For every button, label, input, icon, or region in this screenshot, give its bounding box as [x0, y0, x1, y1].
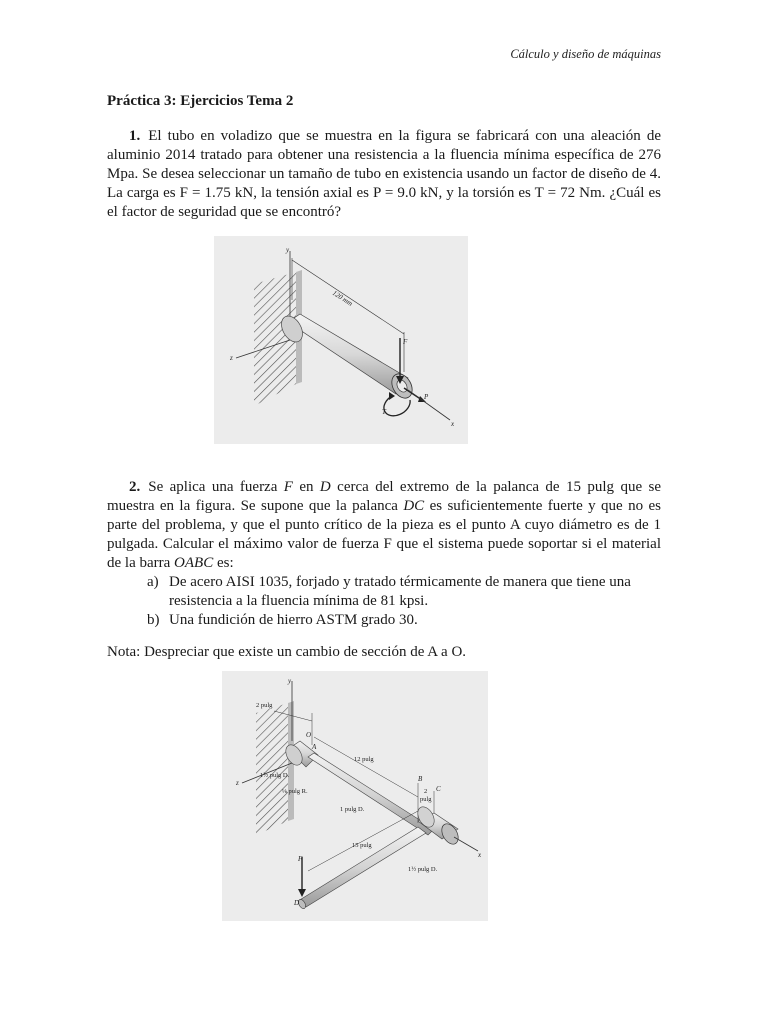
p2-part-0: Se aplica una fuerza	[148, 479, 284, 495]
fig2-y-label: y	[288, 677, 292, 685]
fig2-15pulg: 15 pulg	[352, 842, 372, 849]
p2-part-1: F	[283, 479, 293, 495]
figure-1	[214, 236, 468, 444]
option-a	[147, 573, 661, 611]
figure-2	[222, 671, 488, 921]
p2-part-2: en	[292, 479, 320, 495]
option-b-label: b)	[147, 612, 160, 628]
fig1-length-label: 120 mm	[330, 288, 355, 308]
problem-1-text	[107, 127, 661, 222]
fig2-O-label: O	[306, 731, 312, 739]
p2-part-6: es suficientemente fuerte y que no es parte del problema, y que el punto crítico de la pieza es el punto A cuyo diámetro es de 1 pulgada. Calcular el máximo valor de fuerza F que el sistema puede soportar si el material de la barra	[107, 498, 661, 571]
p2-part-5: DC	[403, 498, 425, 514]
fig2-two: 2	[424, 788, 428, 795]
running-header: Cálculo y diseño de máquinas	[510, 47, 661, 61]
p2-part-3: D	[319, 479, 331, 495]
page-title: Práctica 3: Ejercicios Tema 2	[107, 93, 294, 109]
fig2-F-label: F	[298, 855, 303, 863]
fig2-2pulg: 2 pulg	[256, 702, 273, 709]
p2-part-7: OABC	[174, 555, 214, 571]
p2-part-4: cerca del extremo de la palanca de 15 pulg que se muestra en la figura. Se supone que la palanca	[107, 479, 661, 514]
option-a-text: De acero AISI 1035, forjado y tratado térmicamente de manera que tiene una resistencia a la fluencia mínima de 81 kpsi.	[169, 574, 631, 609]
fig2-dia-large: 1½ pulg D.	[260, 772, 290, 779]
fig2-radius: ⅛ pulg R.	[282, 788, 308, 795]
fig2-z-label: z	[236, 779, 239, 787]
fig2-dia-large2: 1½ pulg D.	[408, 866, 438, 873]
fig1-F-label: F	[403, 338, 408, 346]
fig2-pulg: pulg	[420, 796, 432, 803]
document-body	[107, 92, 661, 222]
fig2-A-label: A	[312, 743, 317, 751]
fig1-P-label: P	[424, 393, 429, 401]
cantilever-tube	[288, 314, 408, 394]
option-b-text: Una fundición de hierro ASTM grado 30.	[169, 612, 418, 628]
fig2-x-label: x	[478, 851, 482, 859]
problem-1-number: 1.	[129, 128, 141, 144]
shaft-OABC	[308, 753, 434, 835]
fig2-B-label: B	[418, 775, 423, 783]
wall-hatch-2	[256, 703, 288, 835]
problem-2-text	[107, 478, 661, 573]
fig1-z-label: z	[230, 354, 233, 362]
fig1-T-label: T	[382, 408, 386, 416]
fig2-C-label: C	[436, 785, 441, 793]
problem-2-number: 2.	[129, 479, 141, 495]
option-a-label: a)	[147, 574, 159, 590]
fig2-12pulg: 12 pulg	[354, 756, 374, 763]
fig1-x-label: x	[451, 420, 455, 428]
fig1-y-label: y	[286, 246, 290, 254]
problem-1-body: El tubo en voladizo que se muestra en la figura se fabricará con una aleación de aluminio 2014 tratado para obtener una resistencia a la fluencia mínima específica de 276 Mpa. Se desea seleccionar un tamaño de tubo en existencia usando un factor de diseño de 4. La carga es F = 1.75 kN, la tensión axial es P = 9.0 kN, y la torsión es T = 72 Nm. ¿Cuál es el factor de seguridad que se encontró?	[107, 128, 661, 220]
fig2-D-label: D	[294, 899, 300, 907]
fig2-dia-1: 1 pulg D.	[340, 806, 365, 813]
problem-2-block	[107, 478, 661, 662]
p2-part-8: es:	[213, 555, 234, 571]
problem-2-note: Nota: Despreciar que existe un cambio de sección de A a O.	[107, 644, 467, 660]
option-b	[147, 611, 661, 630]
lever-DC	[298, 827, 426, 907]
